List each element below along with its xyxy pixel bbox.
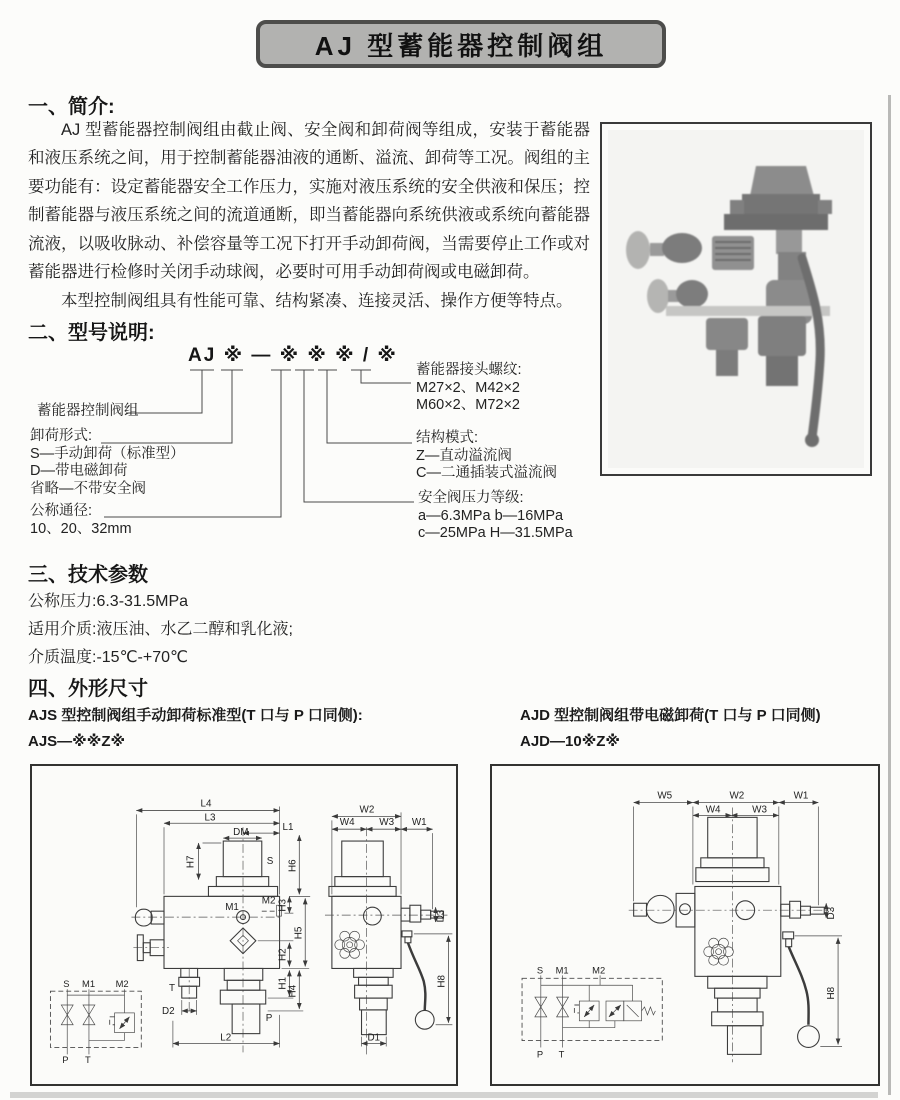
pressure-grade-ab: a—6.3MPa b—16MPa [418, 507, 564, 524]
ajd-drawing-title: AJD 型控制阀组带电磁卸荷(T 口与 P 口同侧) [520, 707, 821, 724]
svg-text:H4: H4 [287, 984, 299, 998]
svg-text:W3: W3 [752, 804, 767, 816]
model-label-thread [416, 362, 522, 415]
structure-mode-title: 结构模式: [416, 430, 479, 446]
model-label-unload-type [30, 428, 185, 498]
ajs-flower-knob [335, 931, 365, 958]
svg-text:W3: W3 [379, 817, 395, 829]
product-photo-frame [600, 122, 872, 476]
structure-mode-c: C—二通插装式溢流阀 [416, 465, 557, 481]
svg-text:W1: W1 [793, 790, 809, 802]
unload-type-omit: 省略—不带安全阀 [30, 480, 146, 497]
ajd-flower-knob [704, 938, 734, 965]
product-photo [608, 130, 864, 468]
svg-text:W5: W5 [657, 790, 673, 802]
svg-text:S: S [266, 855, 274, 867]
svg-text:M2: M2 [115, 979, 129, 990]
svg-text:S: S [63, 979, 70, 990]
svg-text:L4: L4 [200, 798, 212, 810]
ajd-main-view [629, 807, 832, 1062]
ajs-front-view [131, 827, 282, 1052]
svg-text:D2: D2 [162, 1005, 175, 1017]
structure-mode-z: Z—直动溢流阀 [416, 447, 512, 464]
thread-values-2: M60×2、M72×2 [416, 397, 520, 413]
page-title [256, 20, 666, 68]
ajs-drawing-code: AJS—※※Z※ [28, 733, 126, 750]
pressure-grade-ch: c—25MPa H—31.5MPa [418, 525, 573, 541]
ajd-drawing [492, 766, 878, 1084]
svg-text:P: P [536, 1049, 544, 1060]
ajs-drawing-panel [30, 764, 458, 1086]
ajd-dimensions [634, 791, 842, 1047]
tech-temperature: 介质温度:-15℃-+70℃ [28, 649, 188, 666]
svg-text:M2: M2 [592, 965, 606, 976]
model-label-pressure-grade [418, 490, 573, 543]
svg-text:DM: DM [233, 827, 249, 839]
scan-edge-bottom [10, 1092, 878, 1098]
scan-edge-right [888, 95, 891, 1095]
svg-text:H8: H8 [826, 986, 838, 1000]
ajs-hydraulic-schematic [50, 979, 141, 1065]
svg-text:M1: M1 [225, 902, 239, 914]
svg-text:W2: W2 [729, 790, 745, 802]
svg-text:T: T [558, 1049, 565, 1060]
svg-text:L1: L1 [282, 822, 294, 834]
section-intro-heading: 一、简介: [28, 96, 115, 118]
ajd-drawing-code: AJD—10※Z※ [520, 733, 621, 750]
section-dims-heading: 四、外形尺寸 [28, 678, 148, 700]
svg-text:T: T [85, 1055, 91, 1066]
svg-text:P: P [62, 1055, 69, 1066]
svg-text:T: T [168, 983, 175, 995]
ajs-front-dimensions [136, 798, 310, 1047]
svg-text:M2: M2 [261, 895, 276, 907]
page-title-text: AJ 型蓄能器控制阀组 [314, 30, 608, 61]
tech-media: 适用介质:液压油、水乙二醇和乳化液; [28, 621, 293, 638]
svg-text:P: P [265, 1012, 273, 1024]
svg-text:L2: L2 [220, 1032, 232, 1044]
svg-text:H8: H8 [436, 974, 448, 988]
svg-text:H3: H3 [277, 898, 289, 912]
unload-type-d: D—带电磁卸荷 [30, 463, 128, 479]
svg-text:H6: H6 [287, 859, 299, 873]
ajs-drawing [32, 766, 456, 1084]
thread-title: 蓄能器接头螺纹: [416, 362, 522, 378]
nominal-diameter-title: 公称通径: [30, 503, 93, 519]
model-label-valve-group: 蓄能器控制阀组 [37, 403, 139, 419]
svg-text:H7: H7 [185, 855, 197, 869]
nominal-diameter-values: 10、20、32mm [30, 520, 132, 537]
svg-text:L3: L3 [204, 812, 216, 824]
ajs-side-view [325, 827, 447, 1057]
model-label-nominal-diameter [30, 503, 132, 538]
svg-text:D1: D1 [367, 1032, 381, 1044]
ajs-drawing-title: AJS 型控制阀组手动卸荷标准型(T 口与 P 口同侧): [28, 707, 363, 724]
intro-paragraph-1: AJ 型蓄能器控制阀组由截止阀、安全阀和卸荷阀等组成，安装于蓄能器和液压系统之间，用于控制蓄能器油液的通断、溢流、卸荷等工况。阀组的主要功能有：设定蓄能器安全工作压力，实施对液压系统的安全供液和保压；控制蓄能器与液压系统之间的流道通断，即当蓄能器向系统供液或系统向蓄能器流液，以吸收脉动、补偿容量等工况下打开手动卸荷阀，当需要停止工作或对蓄能器进行检修时关闭手动球阀，必要时可用手动卸荷阀或电磁卸荷。 [28, 121, 590, 282]
section-model-heading: 二、型号说明: [28, 322, 155, 344]
tech-nominal-pressure: 公称压力:6.3-31.5MPa [28, 593, 189, 610]
svg-text:W1: W1 [411, 817, 427, 829]
svg-text:D3: D3 [435, 909, 447, 923]
svg-text:D3: D3 [826, 906, 838, 920]
pressure-grade-title: 安全阀压力等级: [418, 490, 524, 506]
svg-text:W4: W4 [339, 817, 355, 829]
model-label-structure-mode [416, 430, 557, 483]
svg-text:M1: M1 [555, 965, 569, 976]
svg-text:H1: H1 [277, 976, 289, 990]
svg-text:H5: H5 [293, 926, 305, 940]
unload-type-title: 卸荷形式: [30, 428, 93, 444]
ajd-hydraulic-schematic [522, 965, 662, 1059]
thread-values-1: M27×2、M42×2 [416, 379, 520, 396]
unload-type-s: S—手动卸荷（标准型） [30, 445, 185, 462]
section-tech-heading: 三、技术参数 [28, 564, 148, 586]
model-code: AJ ※ — ※ ※ ※ / ※ [188, 345, 398, 366]
svg-text:H2: H2 [277, 948, 289, 961]
svg-text:W4: W4 [705, 804, 721, 816]
svg-text:M1: M1 [82, 979, 96, 990]
ajd-drawing-panel [490, 764, 880, 1086]
svg-text:W2: W2 [359, 804, 375, 816]
intro-paragraph-2: 本型控制阀组具有性能可靠、结构紧凑、连接灵活、操作方便等特点。 [61, 292, 573, 310]
svg-text:S: S [536, 965, 544, 976]
